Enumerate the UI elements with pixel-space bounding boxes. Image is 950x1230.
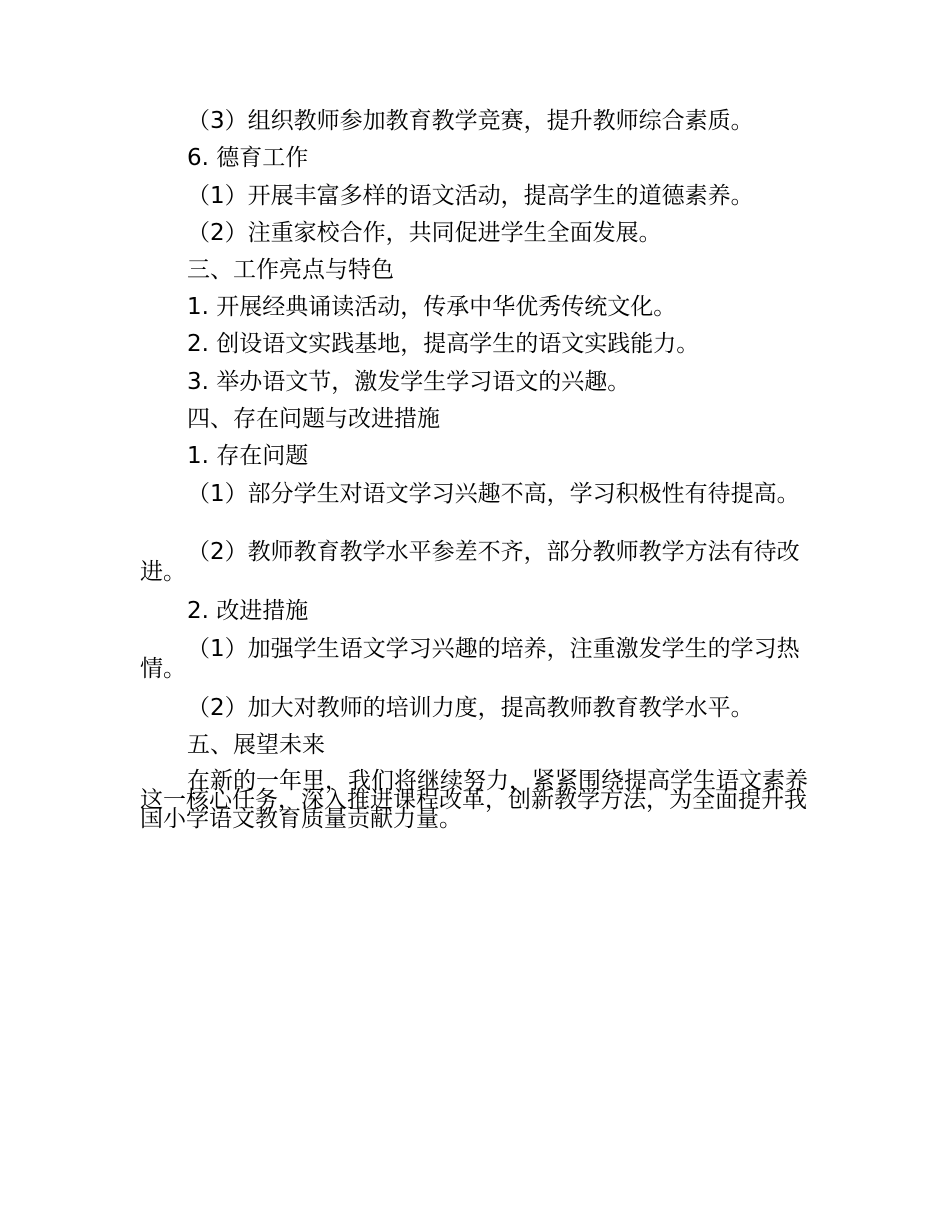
heading-highlights: 三、工作亮点与特色 — [187, 257, 394, 283]
heading-improvement-measures: 2. 改进措施 — [187, 598, 309, 624]
heading-existing-problems: 1. 存在问题 — [187, 443, 309, 469]
paragraph-home-school: （2）注重家校合作，共同促进学生全面发展。 — [187, 220, 662, 246]
paragraph-student-interest: （1）部分学生对语文学习兴趣不高，学习积极性有待提高。 — [187, 481, 800, 507]
heading-outlook: 五、展望未来 — [187, 732, 325, 758]
paragraph-teacher-level: （2）教师教育教学水平参差不齐，部分教师教学方法有待改进。 — [140, 539, 800, 585]
list-item-classic-reading: 1. 开展经典诵读活动，传承中华优秀传统文化。 — [187, 294, 677, 320]
paragraph-teacher-competition: （3）组织教师参加教育教学竞赛，提升教师综合素质。 — [187, 108, 754, 134]
paragraph-teacher-training: （2）加大对教师的培训力度，提高教师教育教学水平。 — [187, 695, 754, 721]
heading-moral-education: 6. 德育工作 — [187, 145, 309, 171]
paragraph-chinese-activities: （1）开展丰富多样的语文活动，提高学生的道德素养。 — [187, 183, 754, 209]
list-item-chinese-festival: 3. 举办语文节，激发学生学习语文的兴趣。 — [187, 369, 631, 395]
paragraph-interest-cultivation: （1）加强学生语文学习兴趣的培养，注重激发学生的学习热情。 — [140, 636, 800, 682]
heading-problems-improvements: 四、存在问题与改进措施 — [187, 406, 440, 432]
list-item-practice-base: 2. 创设语文实践基地，提高学生的语文实践能力。 — [187, 331, 700, 357]
paragraph-outlook: 在新的一年里，我们将继续努力，紧紧围绕提高学生语文素养这一核心任务，深入推进课程改革，创新教学方法，为全面提升我国小学语文教育质量贡献力量。 — [140, 768, 808, 832]
